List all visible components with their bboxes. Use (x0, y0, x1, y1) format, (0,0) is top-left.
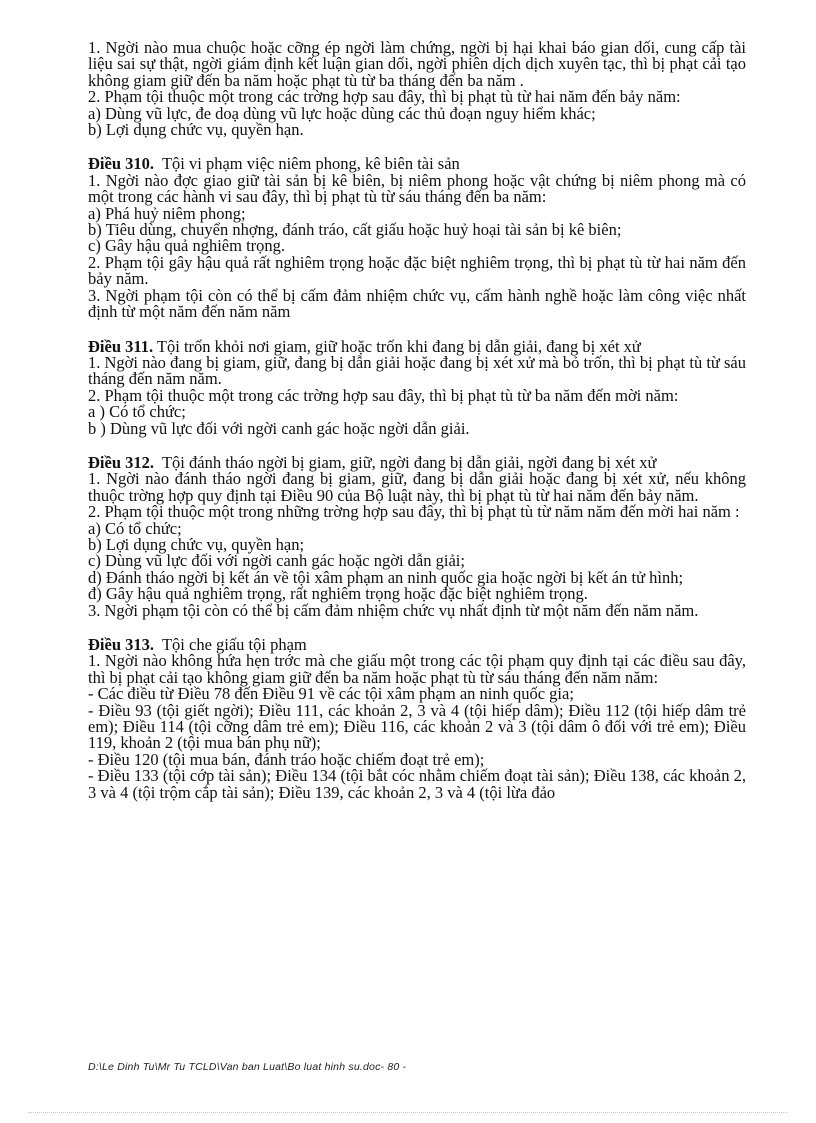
article-number: Điều 312. (88, 452, 154, 472)
article-313 (88, 637, 746, 801)
article-title: Tội vi phạm việc niêm phong, kê biên tài sản (161, 154, 460, 174)
clause-item: - Điều 133 (tội cớp tài sản); Điều 134 (tội bắt cóc nhằm chiếm đoạt tài sản); Điều 138, các khoản 2, 3 và 4 (tội trộm cắp tài sản); Điều 139, các khoản 2, 3 và 4 (tội lừa đảo (88, 766, 746, 802)
clause-item: b) Tiêu dùng, chuyển nhợng, đánh tráo, cất giấu hoặc huỷ hoại tài sản bị kê biên; (88, 220, 622, 240)
clause-paragraph: 1. Ngời nào đánh tháo ngời đang bị giam, giữ, đang bị dẫn giải hoặc đang bị xét xử, nếu không thuộc trờng hợp quy định tại Điều 90 của Bộ luật này, thì bị phạt tù từ hai năm đến bảy năm. (88, 469, 746, 505)
document-body (88, 40, 746, 801)
article-number: Điều 311. (88, 336, 154, 356)
article-title: Tội che giấu tội phạm (161, 635, 307, 654)
clause-paragraph: 3. Ngời phạm tội còn có thể bị cấm đảm nhiệm chức vụ nhất định từ một năm đến năm năm. (88, 600, 699, 620)
clause-item: b) Lợi dụng chức vụ, quyền hạn; (88, 534, 305, 554)
article-title: Tội trốn khỏi nơi giam, giữ hoặc trốn khi đang bị dẫn giải, đang bị xét xử (156, 336, 641, 356)
clause-paragraph: 2. Phạm tội gây hậu quả rất nghiêm trọng hoặc đặc biệt nghiêm trọng, thì bị phạt tù từ hai năm đến bảy năm. (88, 252, 746, 289)
clause-item: đ) Gây hậu quả nghiêm trọng, rất nghiêm trọng hoặc đặc biệt nghiêm trọng. (88, 584, 588, 604)
article-number: Điều 310. (88, 154, 154, 174)
clause-item: a) Dùng vũ lực, đe doạ dùng vũ lực hoặc dùng các thủ đoạn nguy hiểm khác; (88, 103, 596, 123)
clause-item: b ) Dùng vũ lực đối với ngời canh gác hoặc ngời dẫn giải. (88, 418, 470, 438)
page-footer: D:\Le Dinh Tu\Mr Tu TCLD\Van ban Luat\Bo luat hinh su.doc- 80 - (88, 1061, 407, 1073)
clause-paragraph: 3. Ngời phạm tội còn có thể bị cấm đảm nhiệm chức vụ, cấm hành nghề hoặc làm công việc nhất định từ một năm đến năm năm (88, 285, 746, 322)
clause-paragraph: 2. Phạm tội thuộc một trong các trờng hợp sau đây, thì bị phạt tù từ ba năm đến mời năm: (88, 385, 679, 405)
clause-item: a ) Có tổ chức; (88, 402, 186, 422)
article-title: Tội đánh tháo ngời bị giam, giữ, ngời đang bị dẫn giải, ngời đang bị xét xử (161, 452, 657, 472)
clause-paragraph: 1. Ngời nào không hứa hẹn trớc mà che giấu một trong các tội phạm quy định tại các điều sau đây, thì bị phạt cải tạo không giam giữ đến ba năm hoặc phạt tù từ sáu tháng đến năm năm: (88, 651, 746, 687)
article-309-continuation (88, 40, 746, 138)
page-bottom-divider (28, 1112, 788, 1113)
clause-paragraph: 2. Phạm tội thuộc một trong các trờng hợp sau đây, thì bị phạt tù từ hai năm đến bảy năm: (88, 87, 681, 107)
clause-paragraph: 2. Phạm tội thuộc một trong những trờng hợp sau đây, thì bị phạt tù từ năm năm đến mời hai năm : (88, 502, 740, 522)
article-312 (88, 452, 746, 620)
clause-item: b) Lợi dụng chức vụ, quyền hạn. (88, 120, 304, 140)
clause-item: c) Gây hậu quả nghiêm trọng. (88, 236, 286, 256)
clause-item: - Điều 93 (tội giết ngời); Điều 111, các khoản 2, 3 và 4 (tội hiếp dâm); Điều 112 (tội hiếp dâm trẻ em); Điều 114 (tội cỡng dâm trẻ em); Điều 116, các khoản 2 và 3 (tội dâm ô đối với trẻ em); Điều 119, khoản 2 (tội mua bán phụ nữ); (88, 700, 746, 753)
clause-paragraph: 1. Ngời nào đợc giao giữ tài sản bị kê biên, bị niêm phong hoặc vật chứng bị niêm phong mà có một trong các hành vi sau đây, thì bị phạt tù từ sáu tháng đến ba năm: (88, 170, 746, 207)
clause-item: c) Dùng vũ lực đối với ngời canh gác hoặc ngời dẫn giải; (88, 551, 465, 571)
article-311 (88, 336, 746, 438)
clause-item: a) Có tổ chức; (88, 518, 182, 538)
clause-paragraph: 1. Ngời nào đang bị giam, giữ, đang bị dẫn giải hoặc đang bị xét xử mà bỏ trốn, thì bị phạt tù từ sáu tháng đến năm năm. (88, 352, 746, 389)
clause-paragraph: 1. Ngời nào mua chuộc hoặc cỡng ép ngời làm chứng, ngời bị hại khai báo gian dối, cung cấp tài liệu sai sự thật, ngời giám định kết luận gian dối, ngời phiên dịch dịch xuyên tạc, thì bị phạt cải tạo không giam giữ đến ba năm hoặc phạt tù từ ba tháng đến ba năm . (88, 38, 746, 90)
clause-item: d) Đánh tháo ngời bị kết án về tội xâm phạm an ninh quốc gia hoặc ngời bị kết án tử hình; (88, 567, 684, 587)
article-number: Điều 313. (88, 635, 154, 654)
clause-item: - Điều 120 (tội mua bán, đánh tráo hoặc chiếm đoạt trẻ em); (88, 749, 485, 769)
clause-item: - Các điều từ Điều 78 đến Điều 91 về các tội xâm phạm an ninh quốc gia; (88, 684, 574, 704)
clause-item: a) Phá huỷ niêm phong; (88, 203, 246, 223)
article-310 (88, 156, 746, 320)
